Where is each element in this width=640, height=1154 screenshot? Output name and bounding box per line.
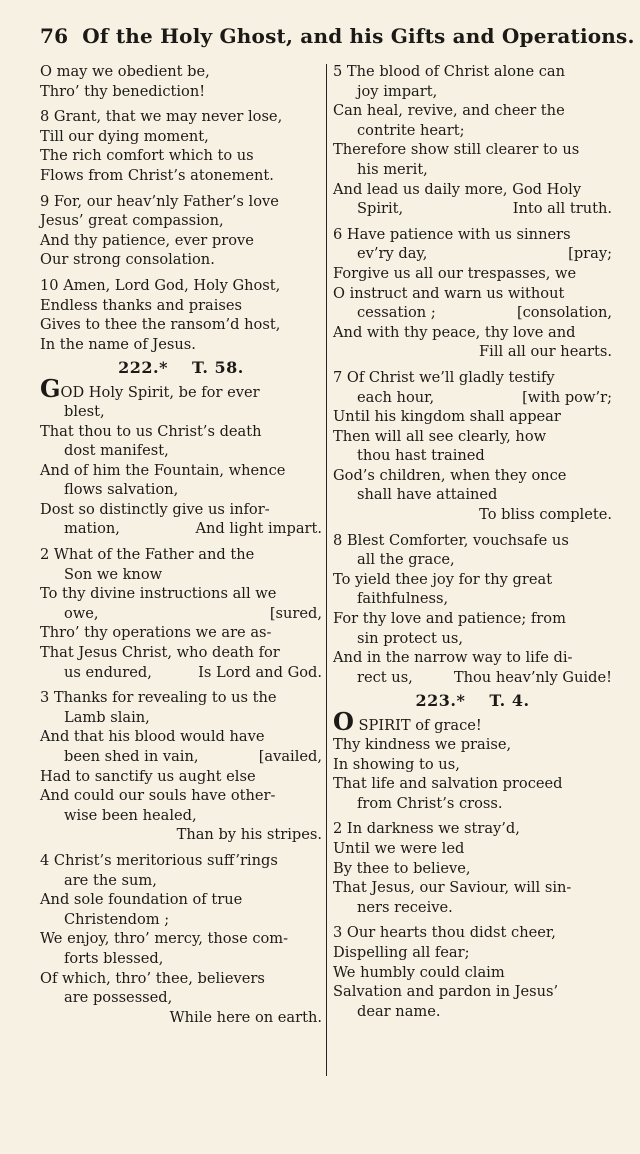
verse-line: us endured, Is Lord and God. xyxy=(64,663,322,681)
verse-line: For thy love and patience; from xyxy=(333,610,566,628)
verse-line: Jesus’ great compassion, xyxy=(40,212,224,230)
running-title: Of the Holy Ghost, and his Gifts and Operations. xyxy=(82,24,635,48)
verse-line: While here on earth. xyxy=(169,1008,322,1026)
verse-line: all the grace, xyxy=(357,551,455,569)
verse-line: And that his blood would have xyxy=(40,728,265,746)
verse-line: And lead us daily more, God Holy xyxy=(333,180,582,198)
verse-line: To thy divine instructions all we xyxy=(40,585,277,603)
verse-line: been shed in vain, [availed, xyxy=(64,748,322,765)
verse-line: Than by his stripes. xyxy=(176,826,322,844)
verse-line: 3 Our hearts thou didst cheer, xyxy=(333,924,556,942)
verse-line: contrite heart; xyxy=(357,121,465,139)
right-column xyxy=(333,62,612,1021)
verse-line: 6 Have patience with us sinners xyxy=(333,225,571,243)
verse-line: shall have attained xyxy=(357,486,498,504)
left-column xyxy=(40,62,322,1027)
verse-line: cessation ; [consolation, xyxy=(357,304,612,322)
verse-line: joy impart, xyxy=(357,82,438,100)
drop-cap: G xyxy=(40,374,61,404)
verse-line: And of him the Fountain, whence xyxy=(40,461,286,479)
verse-line: To yield thee joy for thy great xyxy=(333,570,553,588)
verse-line: And could our souls have other- xyxy=(40,787,276,805)
verse-line: God’s children, when they once xyxy=(333,466,567,484)
hymn-222-verse-7 xyxy=(333,368,612,525)
verse-line: Had to sanctify us aught else xyxy=(40,767,256,785)
verse-line: Of which, thro’ thee, believers xyxy=(40,969,265,987)
page-header xyxy=(40,24,635,48)
verse-line: Dispelling all fear; xyxy=(333,943,470,961)
verse-line: Lamb slain, xyxy=(64,708,150,726)
verse-line: Flows from Christ’s atonement. xyxy=(40,166,274,184)
hymn-222-verse-5 xyxy=(333,62,612,219)
verse-line: And in the narrow way to life di- xyxy=(333,649,573,667)
verse-line: 2 In darkness we stray’d, xyxy=(333,820,520,838)
verse-line: Till our dying moment, xyxy=(40,127,209,145)
verse-line: Until we were led xyxy=(333,839,465,857)
verse-line: 2 What of the Father and the xyxy=(40,546,255,564)
verse-line: Thro’ thy benediction! xyxy=(40,82,206,100)
verse-line: We enjoy, thro’ mercy, those com- xyxy=(40,930,289,948)
verse-line: Salvation and pardon in Jesus’ xyxy=(333,983,559,1001)
tune-number: T. 4. xyxy=(489,691,530,711)
hymn-heading-223 xyxy=(333,687,612,715)
verse-line: blest, xyxy=(64,402,105,420)
verse-line: And thy patience, ever prove xyxy=(40,231,254,249)
verse-10 xyxy=(40,276,322,354)
tune-number: T. 58. xyxy=(192,358,244,378)
verse-line: Therefore show still clearer to us xyxy=(333,141,580,159)
verse-line: thou hast trained xyxy=(357,447,485,465)
verse-line: We humbly could claim xyxy=(333,963,505,981)
verse-line: mation, And light impart. xyxy=(64,520,322,538)
verse-line: O SPIRIT of grace! xyxy=(333,707,482,737)
verse-line: Gives to thee the ransom’d host, xyxy=(40,316,281,334)
verse-line: Fill all our hearts. xyxy=(479,343,612,361)
hymn-heading-222 xyxy=(40,354,322,382)
verse-line: Son we know xyxy=(64,565,163,583)
verse-line: flows salvation, xyxy=(64,481,179,499)
verse-8 xyxy=(40,107,322,185)
verse-line: And sole foundation of true xyxy=(40,891,243,909)
verse-line: Spirit, Into all truth. xyxy=(357,200,612,218)
hymn-223-verse-1 xyxy=(333,707,612,813)
hymn-number: 222.* xyxy=(118,358,168,378)
hymn-222-verse-8 xyxy=(333,531,612,688)
verse-line: And with thy peace, thy love and xyxy=(333,323,576,341)
verse-line: each hour, [with pow’r; xyxy=(357,388,612,406)
verse-line: Thro’ thy operations we are as- xyxy=(40,624,272,642)
verse-line: Endless thanks and praises xyxy=(40,296,243,314)
hymn-222-verse-6 xyxy=(333,225,612,362)
verse-line: By thee to believe, xyxy=(333,859,471,877)
verse-line: 8 Grant, that we may never lose, xyxy=(40,108,283,126)
verse-line: 3 Thanks for revealing to us the xyxy=(40,689,277,707)
verse-line: dost manifest, xyxy=(64,442,169,460)
verse-line: Then will all see clearly, how xyxy=(333,427,547,445)
verse-line: That Jesus Christ, who death for xyxy=(40,644,280,662)
verse-line: rect us, Thou heav’nly Guide! xyxy=(357,668,612,686)
hymn-222-verse-2 xyxy=(40,545,322,682)
verse-line: sin protect us, xyxy=(357,629,464,647)
verse-line: To bliss complete. xyxy=(479,506,612,524)
verse-line: Forgive us all our trespasses, we xyxy=(333,264,577,282)
verse-line: O may we obedient be, xyxy=(40,63,210,80)
verse-9 xyxy=(40,192,322,270)
verse-line: The rich comfort which to us xyxy=(40,147,254,165)
verse-line: dear name. xyxy=(357,1002,441,1020)
hymn-223-verse-3 xyxy=(333,923,612,1021)
verse-line: 8 Blest Comforter, vouchsafe us xyxy=(333,531,569,549)
verse-line: 9 For, our heav’nly Father’s love xyxy=(40,192,279,210)
verse-line: 4 Christ’s meritorious suff’rings xyxy=(40,851,278,869)
verse-line: his merit, xyxy=(357,160,428,178)
hymn-222-verse-1 xyxy=(40,374,322,539)
verse-line: are the sum, xyxy=(64,871,157,889)
verse-line: 7 Of Christ we’ll gladly testify xyxy=(333,368,555,386)
verse-line: are possessed, xyxy=(64,989,173,1007)
column-divider xyxy=(326,64,327,1076)
hymn-number: 223.* xyxy=(415,691,466,711)
verse-line: faithfulness, xyxy=(357,590,449,608)
verse-line: Can heal, revive, and cheer the xyxy=(333,102,565,120)
verse-line: Our strong consolation. xyxy=(40,251,215,269)
verse-line: owe, [sured, xyxy=(64,604,322,622)
hymn-223-verse-2 xyxy=(333,819,612,917)
verse-line: That thou to us Christ’s death xyxy=(40,422,262,440)
verse-line: O instruct and warn us without xyxy=(333,284,565,302)
verse-line: In showing to us, xyxy=(333,755,460,773)
page-number: 76 xyxy=(40,24,69,48)
hymn-222-verse-3 xyxy=(40,688,322,845)
verse-line: wise been healed, xyxy=(64,806,197,824)
verse-line: GOD Holy Spirit, be for ever xyxy=(40,374,260,404)
verse-line: from Christ’s cross. xyxy=(357,794,503,812)
verse-line: In the name of Jesus. xyxy=(40,335,196,353)
verse-line: Christendom ; xyxy=(64,910,170,928)
drop-cap: O xyxy=(333,707,354,737)
verse-line: That Jesus, our Saviour, will sin- xyxy=(333,879,572,897)
verse-line: That life and salvation proceed xyxy=(333,775,563,793)
verse-line: Dost so distinctly give us infor- xyxy=(40,500,270,518)
verse-continuation xyxy=(40,62,322,101)
verse-line: forts blessed, xyxy=(64,949,164,967)
verse-line: Until his kingdom shall appear xyxy=(333,408,561,426)
verse-line: Thy kindness we praise, xyxy=(333,736,512,753)
hymn-222-verse-4 xyxy=(40,851,322,1027)
verse-line: ev’ry day, [pray; xyxy=(357,245,612,263)
verse-line: ners receive. xyxy=(357,898,453,916)
verse-line: 10 Amen, Lord God, Holy Ghost, xyxy=(40,276,281,294)
verse-line: 5 The blood of Christ alone can xyxy=(333,63,566,80)
